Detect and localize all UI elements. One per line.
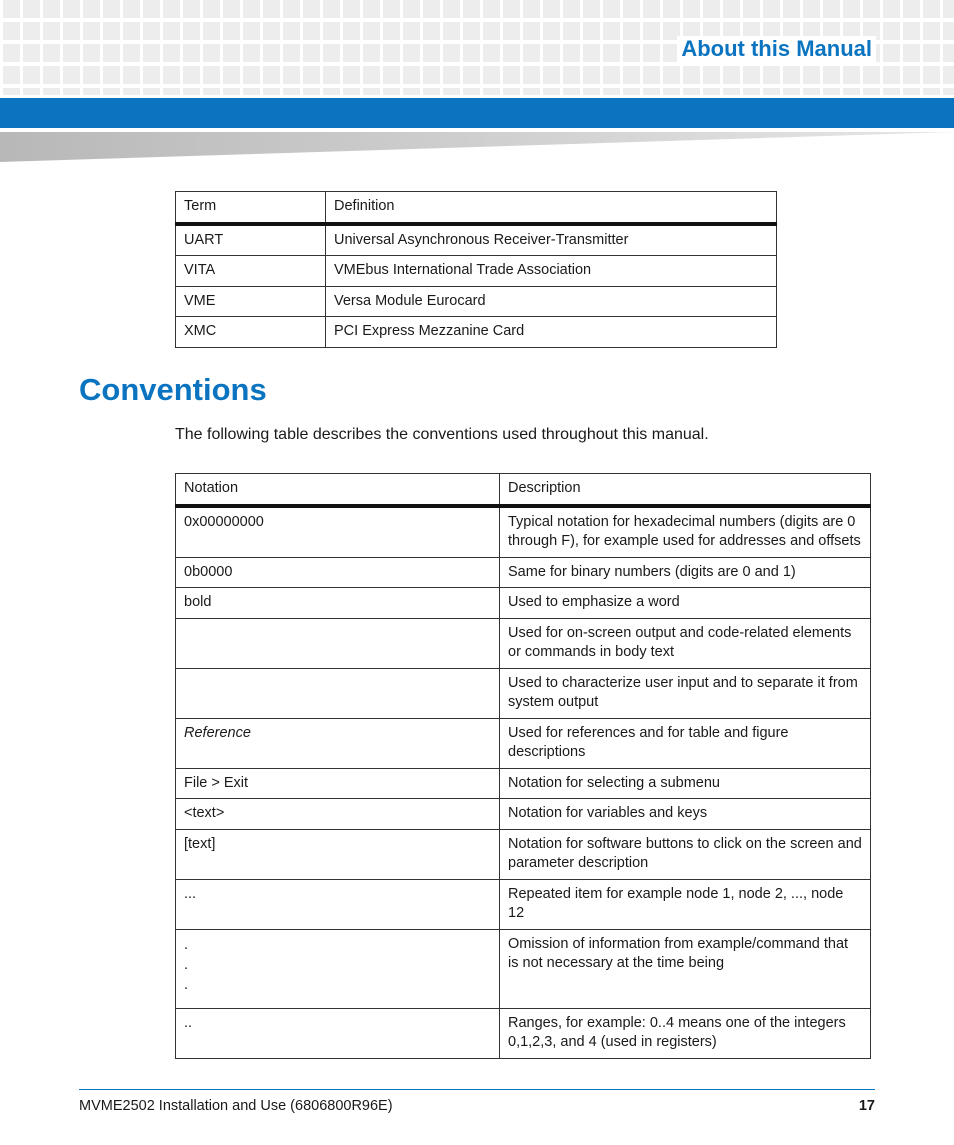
table-row	[176, 768, 871, 799]
table-row	[176, 317, 777, 348]
footer-document-title: MVME2502 Installation and Use (6806800R96E)	[79, 1098, 393, 1114]
notation-cell	[176, 668, 500, 718]
notation-cell: ...	[176, 879, 500, 929]
notation-cell	[176, 618, 500, 668]
definition-cell: VMEbus International Trade Association	[326, 256, 777, 287]
definition-cell: Universal Asynchronous Receiver-Transmitter	[326, 224, 777, 256]
table-row	[176, 224, 777, 256]
description-cell: Same for binary numbers (digits are 0 and 1)	[500, 557, 871, 588]
term-cell: XMC	[176, 317, 326, 348]
table-row	[176, 799, 871, 830]
notation-cell: <text>	[176, 799, 500, 830]
description-cell: Notation for selecting a submenu	[500, 768, 871, 799]
section-title: About this Manual	[677, 36, 876, 62]
table-row	[176, 506, 871, 558]
term-cell: VITA	[176, 256, 326, 287]
notation-cell: 0b0000	[176, 557, 500, 588]
notation-cell: bold	[176, 588, 500, 619]
description-cell: Ranges, for example: 0..4 means one of the integers 0,1,2,3, and 4 (used in registers)	[500, 1008, 871, 1058]
table-row	[176, 718, 871, 768]
header-notation: Notation	[176, 474, 500, 506]
notation-cell: Reference	[176, 718, 500, 768]
table-header-row	[176, 192, 777, 224]
terms-table	[175, 191, 777, 348]
description-cell: Used for references and for table and figure descriptions	[500, 718, 871, 768]
description-cell: Typical notation for hexadecimal numbers (digits are 0 through F), for example used for addresses and offsets	[500, 506, 871, 558]
table-row	[176, 1008, 871, 1058]
notation-cell: 0x00000000	[176, 506, 500, 558]
table-row	[176, 618, 871, 668]
table-row	[176, 829, 871, 879]
notation-cell-omission	[176, 929, 500, 1008]
description-cell: Used to characterize user input and to separate it from system output	[500, 668, 871, 718]
footer-divider	[79, 1089, 875, 1090]
term-cell: VME	[176, 286, 326, 317]
header-blue-band	[0, 98, 954, 128]
header-description: Description	[500, 474, 871, 506]
table-row	[176, 286, 777, 317]
table-row	[176, 668, 871, 718]
header-definition: Definition	[326, 192, 777, 224]
description-cell: Used to emphasize a word	[500, 588, 871, 619]
conventions-heading: Conventions	[79, 372, 267, 407]
notation-cell: [text]	[176, 829, 500, 879]
omission-dot: .	[184, 956, 189, 973]
description-cell: Repeated item for example node 1, node 2, ..., node 12	[500, 879, 871, 929]
conventions-table	[175, 473, 871, 1059]
notation-cell: ..	[176, 1008, 500, 1058]
table-header-row	[176, 474, 871, 506]
description-cell: Omission of information from example/command that is not necessary at the time being	[500, 929, 871, 1008]
table-row	[176, 879, 871, 929]
description-cell: Notation for software buttons to click on the screen and parameter description	[500, 829, 871, 879]
header-term: Term	[176, 192, 326, 224]
table-row	[176, 588, 871, 619]
notation-cell: File > Exit	[176, 768, 500, 799]
table-row	[176, 557, 871, 588]
table-row	[176, 256, 777, 287]
table-row	[176, 929, 871, 1008]
omission-dot: .	[184, 976, 189, 993]
omission-dot: .	[184, 936, 189, 953]
page-number: 17	[858, 1098, 875, 1114]
description-cell: Notation for variables and keys	[500, 799, 871, 830]
header-grey-wedge	[0, 128, 954, 164]
definition-cell: PCI Express Mezzanine Card	[326, 317, 777, 348]
term-cell: UART	[176, 224, 326, 256]
description-cell: Used for on-screen output and code-related elements or commands in body text	[500, 618, 871, 668]
conventions-intro: The following table describes the conventions used throughout this manual.	[175, 426, 709, 443]
definition-cell: Versa Module Eurocard	[326, 286, 777, 317]
